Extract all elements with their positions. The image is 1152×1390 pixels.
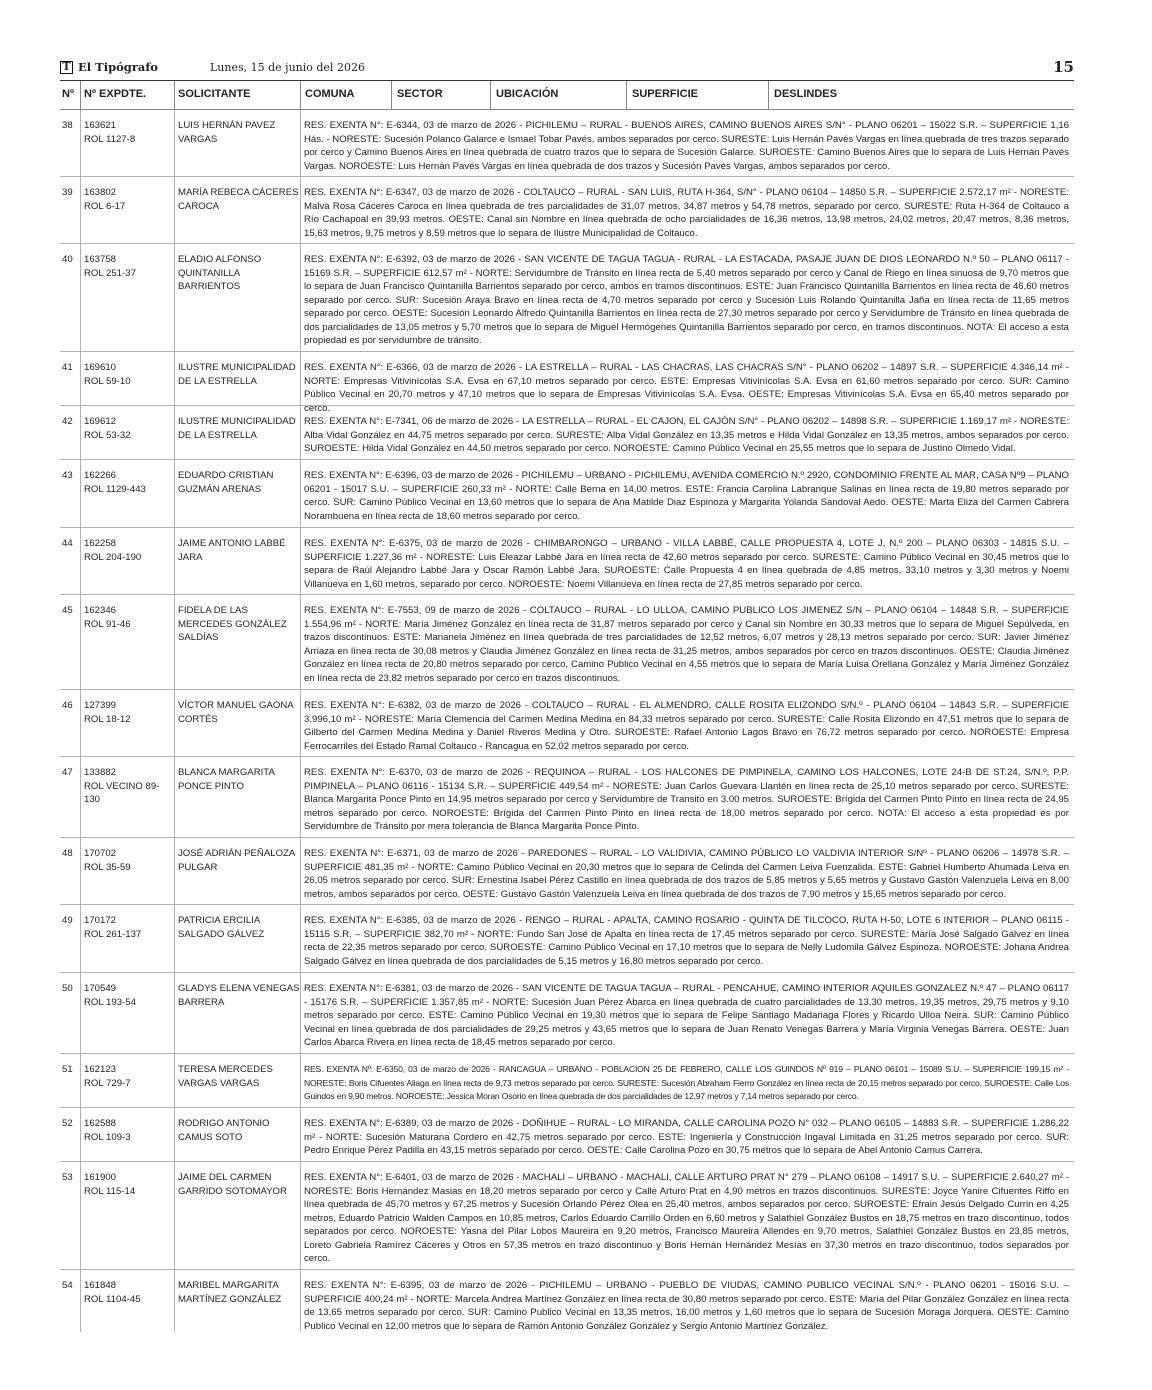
expediente-number: 163621	[84, 120, 117, 131]
expediente-number: 170702	[84, 848, 117, 859]
expediente-number: 162346	[84, 605, 117, 616]
column-header-num: Nº	[62, 88, 74, 100]
column-header-solicitante: SOLICITANTE	[178, 88, 251, 100]
column-header-deslindes: DESLINDES	[774, 88, 837, 100]
entry-expediente	[84, 361, 172, 388]
rol-number: ROL 729-7	[84, 1077, 131, 1089]
entry-expediente	[84, 1171, 172, 1198]
expediente-number: 170549	[84, 983, 117, 994]
table-row	[60, 838, 1074, 905]
entry-expediente	[84, 415, 172, 442]
entry-number: 38	[62, 120, 73, 131]
table-row	[60, 406, 1074, 460]
entry-solicitante: GLADYS ELENA VENEGAS BARRERA	[178, 983, 300, 1008]
expediente-number: 162123	[84, 1064, 117, 1075]
entry-expediente	[84, 253, 172, 280]
entry-number: 44	[62, 538, 73, 549]
entry-deslindes: RES. EXENTA N°: E-7553, 09 de marzo de 2026 - COLTAUCO – RURAL - LO ULLOA, CAMINO PUBLICO LOS JIMENEZ S/N – PLANO 06104 – 14848 S.R. – SUPERFICIE 1.554,96 m² - NORTE: María Jiménez González en línea recta de 31,87 metros separado por cerco y Canal sin Nombre en 30,33 metros que lo separa de Miguel Sepúlveda, en trazos discontinuos. ESTE: Marianela Jiménez en línea quebrada de tres parcialidades de 12,52 metros, 6,07 metros y 28,13 metros separado por cerco. SUR: Javier Jiménez Arriaza en línea recta de 30,08 metros y Claudia Jiménez González en línea recta de 31,25 metros, ambos separados por cerco en trazos discontinuos. OESTE: Claudia Jiménez González en línea recta de 20,80 metros separado por cerco, Camino Publico Vecinal en 4,55 metros que lo separa de María Luisa Orellana González y María Jiménez González en línea recta de 23,82 metros separado por cerco en trazos discontinuos.	[304, 605, 1069, 684]
entry-deslindes: RES. EXENTA N°: E-6366, 03 de marzo de 2026 - LA ESTRELLA – RURAL - LAS CHACRAS, LAS CHACRAS S/N° - PLANO 06202 – 14897 S.R. – SUPERFICIE 4.346,14 m² - NORTE: Empresas Vitivinícolas S.A. Evsa en 67,10 metros separado por cerco. ESTE: Empresas Vitivinícolas S.A. Evsa en 61,60 metros separado por cerco. SUR: Camino Público Vecinal en 20,70 metros y 47,10 metros que lo separa de Empresas Vitivinícolas S.A. Evsa. OESTE: Empresas Vitivinícolas S.A. Evsa en 65,40 metros separado por cerco.	[304, 362, 1069, 414]
rol-number: ROL 59-10	[84, 375, 131, 387]
entry-deslindes: RES. EXENTA Nº: E-6350, 03 de marzo de 2026 - RANCAGUA – URBANO - POBLACION 25 DE FEBRERO, CALLE LOS GUINDOS Nº 919 – PLANO 06101 – 15089 S.U. – SUPERFICIE 199,15 m² - NORESTE: Boris Cifuentes Aliaga en línea recta de 9,73 metros separado por cerco. SURESTE: Sucesión Abraham Fierro González en línea recta de 20,15 metros separado por cerco. SUROESTE: Calle Los Guindos en 9,90 metros. NOROESTE: Jessica Moran Osorio en línea quebrada de dos parcialidades de 12,97 metros y 7,14 metros separado por cerco.	[304, 1064, 1069, 1101]
expediente-number: 127399	[84, 700, 117, 711]
expediente-number: 133882	[84, 767, 117, 778]
table-row	[60, 1162, 1074, 1270]
column-divider	[174, 81, 175, 110]
expediente-number: 170172	[84, 915, 117, 926]
entry-number: 47	[62, 767, 73, 778]
entry-solicitante: BLANCA MARGARITA PONCE PINTO	[178, 767, 275, 792]
entry-number: 48	[62, 848, 73, 859]
entry-deslindes: RES. EXENTA N°: E-6375, 03 de marzo de 2026 - CHIMBARONGO – URBANO - VILLA LABBÉ, CALLE PROPUESTA 4, LOTE J, N.º 200 – PLANO 06303 - 14815 S.U. – SUPERFICIE 1.227,36 m² - NORESTE: Luis Eleazar Labbé Jara en línea recta de 42,60 metros separado por cerco. SURESTE: Camino Público Vecinal en 30,45 metros que lo separa de Raúl Alejandro Labbé Jara y Oscar Ramón Labbé Jara. SUROESTE: Calle Propuesta 4 en línea quebrada de 4,85 metros, 33,10 metros y 3,30 metros y Noemi Villanueva en 1,60 metros, separado por cerco. NOROESTE: Noemi Villanueva en línea recta de 27,85 metros separado por cerco.	[304, 538, 1069, 590]
entry-expediente	[84, 982, 172, 1009]
entry-number: 45	[62, 605, 73, 616]
entry-expediente	[84, 1117, 172, 1144]
entry-deslindes: RES. EXENTA N°: E-6389, 03 de marzo de 2026 - DOÑIHUE – RURAL - LO MIRANDA, CALLE CAROLINA POZO N° 032 – PLANO 06105 – 14883 S.R. – SUPERFICIE 1.286,22 m² - NORTE: Sucesión Maturana Cordero en 42,75 metros separado por cerco. ESTE: Ingeniería y Construcción Ingaval Limitada en 31,25 metros separado por cerco. SUR: Pedro Enrique Pérez Padilla en 43,15 metros separado por cerco. OESTE: Calle Carolina Pozo en 30,75 metros que lo separa de Abel Antonio Camus Carrera.	[304, 1118, 1069, 1156]
column-header-superficie: SUPERFICIE	[632, 88, 699, 100]
rol-number: ROL 193-54	[84, 996, 136, 1008]
entry-deslindes: RES. EXENTA N°: E-6381, 03 de marzo de 2026 - SAN VICENTE DE TAGUA TAGUA – RURAL - PENCAHUE, CAMINO INTERIOR AQUILES GONZALEZ N.º 47 – PLANO 06117 - 15176 S.R. – SUPERFICIE 1.357,85 m² - NORTE: Sucesión Juan Pérez Abarca en línea quebrada de cuatro parcialidades de 13,30 metros, 19,35 metros, 29,75 metros y 9,10 metros separado por cerco. ESTE: Camino Público Vecinal en 19,30 metros que lo separa de Felipe Santiago Madariaga Flores y Ricardo Ulloa Neira. SUR: Camino Público Vecinal en línea quebrada de dos parcialidades de 29,25 metros y 43,65 metros que lo separa de Juan Renato Venegas Barrera y María Virginia Venegas Barrera. OESTE: Juan Carlos Abarca Rivera en línea recta de 18,45 metros separado por cerco.	[304, 983, 1069, 1048]
expediente-number: 161848	[84, 1280, 117, 1291]
column-divider	[768, 81, 769, 110]
rol-number: ROL 115-14	[84, 1185, 136, 1197]
entry-expediente	[84, 766, 172, 807]
entry-number: 54	[62, 1280, 73, 1291]
entry-solicitante: JAIME ANTONIO LABBÉ JARA	[178, 538, 286, 563]
table-row	[60, 905, 1074, 973]
entry-solicitante: ELADIO ALFONSO QUINTANILLA BARRIENTOS	[178, 254, 262, 292]
page-number: 15	[1053, 58, 1074, 76]
entry-solicitante: FIDELA DE LAS MERCEDES GONZÁLEZ SALDÍAS	[178, 605, 287, 643]
expediente-number: 162266	[84, 470, 117, 481]
entry-deslindes: RES. EXENTA N°: E-6395, 03 de marzo de 2026 - PICHILEMU – URBANO - PUEBLO DE VIUDAS, CAMINO PUBLICO VECINAL S/N.º - PLANO 06201 - 15016 S.U. – SUPERFICIE 400,24 m² - NORTE: Marcela Andrea Martínez González en línea recta de 30,80 metros separado por cerco. ESTE: María del Pilar González González en línea recta de 13,65 metros separado por cerco. SUR: Camino Publico Vecinal en 13,35 metros, 16,00 metros y 1,60 metros que lo separa de Sucesión Moraga Jorquera. OESTE: Camino Publico Vecinal en 12,00 metros que lo separa de Ramón Antonio González González y Sergio Antonio Martínez González.	[304, 1280, 1069, 1332]
entry-number: 39	[62, 187, 73, 198]
entry-deslindes: RES. EXENTA N°: E-6347, 03 de marzo de 2026 - COLTAUCO – RURAL - SAN LUIS, RUTA H-364, S/N° - PLANO 06104 – 14850 S.R. – SUPERFICIE 2.572,17 m² - NORESTE: Malva Rosa Cáceres Caroca en línea quebrada de tres parcialidades de 31,07 metros, 34,87 metros y 54,78 metros, separado por cerco. SURESTE: Ruta H-364 de Coltauco a Río Cachapoal en 39,93 metros. OESTE: Canal sin Nombre en línea quebrada de ocho parcialidades de 16,36 metros, 13,98 metros, 24,02 metros, 20,47 metros, 8,36 metros, 15,63 metros, 9,75 metros y 8,59 metros que lo separa de Ilustre Municipalidad de Coltauco.	[304, 187, 1069, 239]
entry-expediente	[84, 1063, 172, 1090]
table-row	[60, 110, 1074, 177]
entry-number: 40	[62, 254, 73, 265]
column-divider	[300, 81, 301, 110]
table-row	[60, 1108, 1074, 1162]
entry-deslindes: RES. EXENTA N°: E-6344, 03 de marzo de 2026 - PICHILEMU – RURAL - BUENOS AIRES, CAMINO BUENOS AIRES S/N° - PLANO 06201 – 15022 S.R. – SUPERFICIE 1,16 Hás. - NORESTE: Sucesión Polanco Galarce e Ismael Tobar Pavés, ambos separados por cerco. SURESTE: Luis Hernán Pavés Vargas en línea quebrada de tres trazos separado por cerco y Camino Buenos Aires en línea quebrada de cuatro trazos que lo separa de Sucesión Galarce. SUROESTE: Camino Buenos Aires que lo separa de Luis Hernán Pavés Vargas. NOROESTE: Luis Hernán Pavés Vargas en línea quebrada de dos trazos y Sucesión Pavés Vargas, ambos separados por cerco.	[304, 120, 1069, 172]
rol-number: ROL 53-32	[84, 429, 131, 441]
table-row	[60, 177, 1074, 244]
expediente-number: 162258	[84, 538, 117, 549]
entry-number: 42	[62, 416, 73, 427]
entry-expediente	[84, 537, 172, 564]
entry-deslindes: RES. EXENTA N°: E-6385, 03 de marzo de 2026 - RENGO – RURAL - APALTA, CAMINO ROSARIO - QUINTA DE TILCOCO, RUTA H-50, LOTE 6 INTERIOR – PLANO 06115 - 15115 S.R. – SUPERFICIE 382,70 m² - NORTE: Fundo San José de Apalta en línea recta de 17,45 metros separado por cerco. SURESTE: María José Salgado Gálvez en línea recta de 22,35 metros separado por cerco. SUROESTE: Camino Público Vecinal en 17,10 metros que lo separa de Nelly Ludomila Gálvez Espinoza. NOROESTE: Johana Andrea Salgado Gálvez en línea quebrada de dos parcialidades de 5,15 metros y 16,80 metros separado por cerco.	[304, 915, 1069, 967]
rol-number: ROL 109-3	[84, 1131, 131, 1143]
entry-deslindes: RES. EXENTA N°: E-6392, 03 de marzo de 2026 - SAN VICENTE DE TAGUA TAGUA - RURAL - LA ESTACADA, PASAJE JUAN DE DIOS LEONARDO N.º 50 – PLANO 06117 - 15169 S.R. – SUPERFICIE 612,57 m² - NORTE: Servidumbre de Tránsito en línea recta de 5,40 metros separado por cerco y Canal de Riego en línea sinuosa de 9,70 metros que lo separa de Juan Francisco Quintanilla Barrientos separado por cerco, ambos en tramos discontinuos. ESTE: Juan Francisco Quintanilla Barrientos en línea recta de 46,60 metros separado por cerco. SUR: Sucesión Araya Bravo en línea recta de 4,70 metros separado por cerco y Sucesión Luis Rolando Quintanilla Jaña en línea recta de 11,65 metros separado por cerco. OESTE: Sucesión Leonardo Alfredo Quintanilla Barrientos en línea recta de 27,30 metros separado por cerco y Servidumbre de Tránsito en línea quebrada de dos parcialidades de 13,05 metros y 5,70 metros que lo separa de Miguel Hermógenes Quintanilla Barrientos separado por cerco, en tramos discontinuos. NOTA: El acceso a esta propiedad es por servidumbre de tránsito.	[304, 254, 1069, 346]
column-header-row	[60, 80, 1074, 110]
column-header-ubicacion: UBICACIÓN	[496, 88, 559, 100]
entry-solicitante: ILUSTRE MUNICIPALIDAD DE LA ESTRELLA	[178, 362, 296, 387]
expediente-number: 161900	[84, 1172, 117, 1183]
entry-solicitante: ILUSTRE MUNICIPALIDAD DE LA ESTRELLA	[178, 416, 296, 441]
table-row	[60, 757, 1074, 838]
rol-number: ROL 204-190	[84, 551, 142, 563]
table-row	[60, 1270, 1074, 1332]
expediente-number: 169610	[84, 362, 117, 373]
table-row	[60, 595, 1074, 690]
column-divider	[490, 81, 491, 110]
column-header-comuna: COMUNA	[305, 88, 355, 100]
expediente-number: 163758	[84, 254, 117, 265]
masthead	[60, 60, 1074, 78]
table-row	[60, 1054, 1074, 1108]
entry-solicitante: TERESA MERCEDES VARGAS VARGAS	[178, 1064, 273, 1089]
entry-deslindes: RES. EXENTA N°: E-6371, 03 de marzo de 2026 - PAREDONES – RURAL - LO VALIDIVIA, CAMINO PÚBLICO LO VALDIVIA INTERIOR S/Nº - PLANO 06206 – 14978 S.R. – SUPERFICIE 481,35 m² - NORTE: Camino Público Vecinal en 20,30 metros que lo separa de Celinda del Carmen Leiva Fuenzalida. ESTE: Gabriel Humberto Ahumada Leiva en 26,05 metros separado por cerco. SUR: Ernestina Isabel Pérez Castillo en línea quebrada de dos trazos de 5,85 metros y 5,65 metros y Gustavo Gastón Valenzuela Leiva en 8,00 metros, ambos separados por cerco. OESTE: Gustavo Gastón Valenzuela Leiva en línea quebrada de dos trazos de 7,90 metros y 15,65 metros separado por cerco.	[304, 848, 1069, 900]
table-row	[60, 352, 1074, 414]
entry-number: 49	[62, 915, 73, 926]
entry-number: 41	[62, 362, 73, 373]
entry-expediente	[84, 119, 172, 146]
entry-expediente	[84, 469, 172, 496]
expediente-number: 163802	[84, 187, 117, 198]
expediente-number: 162588	[84, 1118, 117, 1129]
entry-solicitante: MARIBEL MARGARITA MARTÍNEZ GONZÁLEZ	[178, 1280, 282, 1305]
rol-number: ROL 91-46	[84, 618, 131, 630]
entry-solicitante: JOSÉ ADRIÁN PEÑALOZA PULGAR	[178, 848, 295, 873]
entry-deslindes: RES. EXENTA N°: E-7341, 06 de marzo de 2026 - LA ESTRELLA – RURAL - EL CAJON, EL CAJÓN S/N° - PLANO 06202 – 14898 S.R. – SUPERFICIE 1.169,17 m² - NORESTE: Alba Vidal González en 44,75 metros separado por cerco. SURESTE: Alba Vidal González en 13,35 metros e Hilda Vidal González en 13,35 metros, ambos separados por cerco. SUROESTE: Hilda Vidal González en 44,50 metros separado por cerco. NOROESTE: Camino Público Vecinal en 25,55 metros que lo separa de Justino Olmedo Vidal.	[304, 416, 1069, 454]
entry-deslindes: RES. EXENTA N°: E-6401, 03 de marzo de 2026 - MACHALI – URBANO - MACHALI, CALLE ARTURO PRAT N° 279 – PLANO 06108 – 14917 S.U. – SUPERFICIE 2.640,27 m² - NORESTE: Boris Hernández Masias en 18,20 metros separado por cerco y Calle Arturo Prat en 4,90 metros en trazos discontinuos. SURESTE: Joyce Yanire Cifuentes Riffo en línea quebrada de 45,70 metros y 67,25 metros y Sucesión Orlando Pérez Olea en 25,40 metros, ambos separados por cerco. SUROESTE: Efrain Jesús Delgado Currin en 4,25 metros, Eduardo Patricio Walden Campos en 10,85 metros, Carlos Eduardo Carrillo Orden en 6,60 metros y Salathiel González Bustos en 18,75 metros en trazo discontinuo, todos separados por cerco. NOROESTE: Yasna del Pilar Lobos Maureira en 9,20 metros, Francisco Maureira Allendes en 9,70 metros, Salathiel González Bustos en 23,85 metros, Loreto Gabriela Ramírez Cáceres y Otros en 57,35 metros en trazo discontinuo y Boris Hernán Hernández Mesías en 37,30 metros en trazo discontinuo, todos separados por cerco.	[304, 1172, 1069, 1264]
table-row	[60, 528, 1074, 595]
table-row	[60, 973, 1074, 1054]
entry-deslindes: RES. EXENTA N°: E-6396, 03 de marzo de 2026 - PICHILEMU – URBANO - PICHILEMU, AVENIDA COMERCIO N.º 2920, CONDOMINIO FRENTE AL MAR, CASA Nº9 – PLANO 06201 - 15017 S.U. – SUPERFICIE 260,33 m² - NORTE: Calle Berna en 14,00 metros. ESTE: Francia Carolina Labranque Salinas en línea recta de 19,80 metros separado por cerco. SUR: Camino Público Vecinal en 13,60 metros que lo separa de Ana Matilde Diaz Espinoza y Margarita Yolanda Sandoval Aedo. OESTE: Marta Eliza del Carmen Cabrera Norambuena en línea recta de 18,60 metros separado por cerco.	[304, 470, 1069, 522]
column-header-expdte: Nº EXPDTE.	[84, 88, 147, 100]
publication-name: El Tipógrafo	[78, 60, 158, 74]
entry-solicitante: LUIS HERNÁN PAVEZ VARGAS	[178, 120, 276, 145]
entry-number: 43	[62, 470, 73, 481]
entry-solicitante: JAIME DEL CARMEN GARRIDO SOTOMAYOR	[178, 1172, 287, 1197]
rol-number: ROL VECINO 89-130	[84, 780, 160, 805]
entry-number: 52	[62, 1118, 73, 1129]
entry-number: 46	[62, 700, 73, 711]
rol-number: ROL 18-12	[84, 713, 131, 725]
rol-number: ROL 1129-443	[84, 483, 146, 495]
rol-number: ROL 251-37	[84, 267, 136, 279]
entry-number: 53	[62, 1172, 73, 1183]
column-divider	[80, 81, 81, 110]
entry-solicitante: VÍCTOR MANUEL GAONA CORTÉS	[178, 700, 294, 725]
entry-number: 50	[62, 983, 73, 994]
publication-logo-icon: T	[60, 61, 73, 74]
rol-number: ROL 1127-8	[84, 133, 136, 145]
column-divider	[626, 81, 627, 110]
table-row	[60, 460, 1074, 528]
rol-number: ROL 1104-45	[84, 1293, 141, 1305]
column-header-sector: SECTOR	[397, 88, 443, 100]
entry-number: 51	[62, 1064, 73, 1075]
entry-expediente	[84, 699, 172, 726]
entry-expediente	[84, 847, 172, 874]
table-row	[60, 244, 1074, 352]
entry-expediente	[84, 604, 172, 631]
entry-solicitante: EDUARDO CRISTIAN GUZMÁN ARENAS	[178, 470, 274, 495]
entry-solicitante: PATRICIA ERCILIA SALGADO GÁLVEZ	[178, 915, 265, 940]
entry-deslindes: RES. EXENTA N°: E-6370, 03 de marzo de 2026 - REQUINOA – RURAL - LOS HALCONES DE PIMPINELA, CAMINO LOS HALCONES, LOTE 24-B DE ST.24, S/N.º, P.P. PIMPINELA – PLANO 06116 - 15134 S.R. – SUPERFICIE 449,54 m² - NORESTE: Juan Carlos Guevara Llantén en línea recta de 25,10 metros separado por cerco. SURESTE: Blanca Margarita Ponce Pinto en 14,95 metros separado por cerco y Servidumbre de Transito en 3.00 metros. SUROESTE: Brígida del Carmen Pinto Pinto en línea recta de 24,95 metros separado por cerco. NOROESTE: Brígida del Carmen Pinto Pinto en línea recta de 18,00 metros separado por cerco. NOTA: El acceso a esta propiedad es por Servidumbre de Tránsito por mera tolerancia de Blanca Margarita Ponce Pinto.	[304, 767, 1069, 832]
rol-number: ROL 261-137	[84, 928, 142, 940]
entry-solicitante: MARÍA REBECA CÁCERES CAROCA	[178, 187, 299, 212]
publication-date: Lunes, 15 de junio del 2026	[210, 61, 365, 74]
entry-deslindes: RES. EXENTA N°: E-6382, 03 de marzo de 2026 - COLTAUCO – RURAL - EL ALMENDRO, CALLE ROSITA ELIZONDO S/N.º - PLANO 06104 – 14843 S.R. – SUPERFICIE 3.996,10 m² - NORESTE: María Clemencia del Carmen Medina Medina en 84,33 metros separado por cerco. SURESTE: Calle Rosita Elizondo en 47,51 metros que lo separa de Gilberto del Carmen Medina Medina y Daniel Riveros Medina y Otro. SUROESTE: Rafael Antonio Lagos Bravo en 76,72 metros separado por cerco. NOROESTE: Empresa Ferrocarriles del Estado Ramal Coltauco - Rancagua en 52,02 metros separado por cerco.	[304, 700, 1069, 752]
column-divider	[391, 81, 392, 110]
entries-table	[60, 110, 1074, 1332]
entry-expediente	[84, 1279, 172, 1306]
entry-expediente	[84, 914, 172, 941]
rol-number: ROL 6-17	[84, 200, 126, 212]
entry-expediente	[84, 186, 172, 213]
table-row	[60, 690, 1074, 757]
expediente-number: 169612	[84, 416, 117, 427]
entry-solicitante: RODRIGO ANTONIO CAMUS SOTO	[178, 1118, 270, 1143]
rol-number: ROL 35-59	[84, 861, 131, 873]
